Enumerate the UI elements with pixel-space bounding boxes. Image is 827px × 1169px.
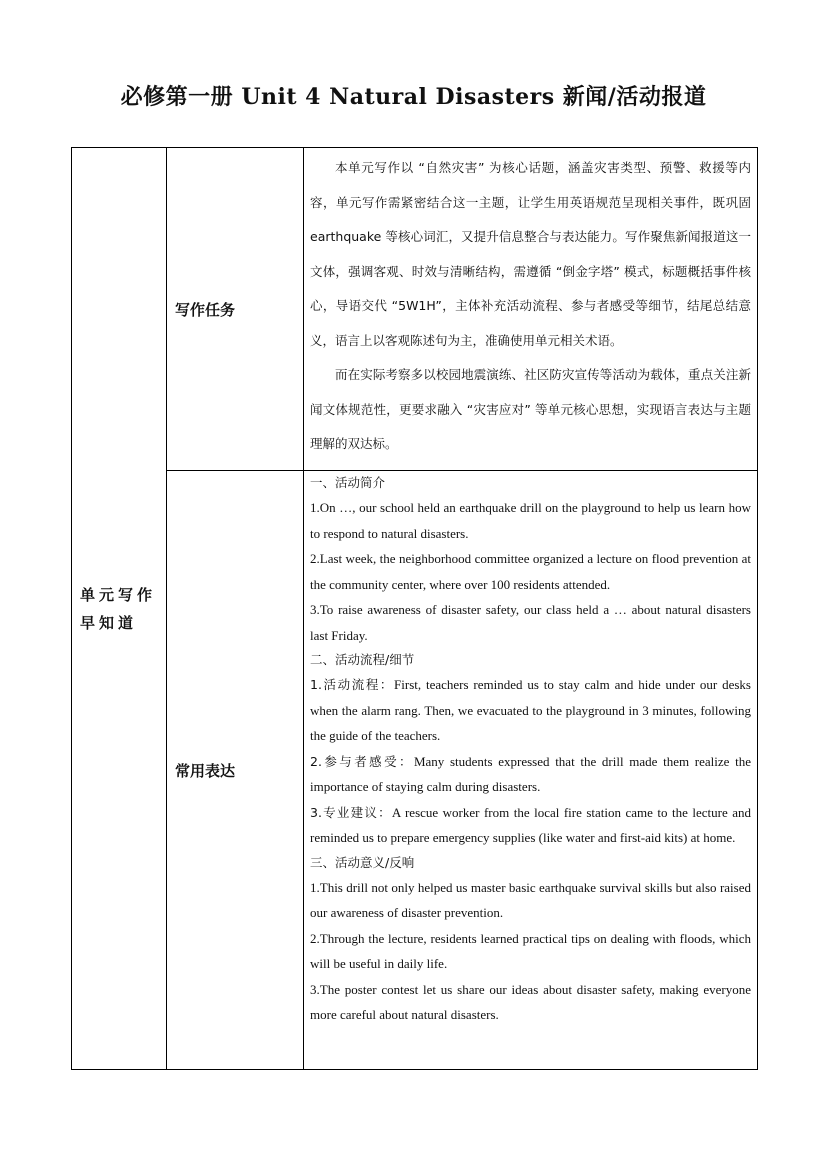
item-text: Many students expressed that the drill made them realize the importance of staying calm during disasters. bbox=[310, 753, 751, 794]
expression-item bbox=[310, 800, 751, 851]
expression-item: 2.Last week, the neighborhood committee organized a lecture on flood prevention at the community center, where over 100 residents attended. bbox=[310, 551, 751, 592]
expressions-label: 常用表达 bbox=[167, 471, 304, 1070]
task-row bbox=[72, 148, 758, 471]
task-paragraph: 本单元写作以 “自然灾害” 为核心话题，涵盖灾害类型、预警、救援等内容，单元写作需紧密结合这一主题，让学生用英语规范呈现相关事件，既巩固 earthquake 等核心词汇，又提升信息整合与表达能力。写作聚焦新闻报道这一文体，强调客观、时效与清晰结构，需遵循 “倒金字塔” 模式，标题概括事件核心，导语交代 “5W1H”，主体补充活动流程、参与者感受等细节，结尾总结意义，语言上以客观陈述句为主，准确使用单元相关术语。 bbox=[310, 160, 751, 348]
item-lead: 3.专业建议： bbox=[310, 804, 392, 820]
expression-item: 1.This drill not only helped us master basic earthquake survival skills but also raised our awareness of disaster prevention. bbox=[310, 879, 751, 920]
expressions-row bbox=[72, 471, 758, 1070]
expression-item: 3.The poster contest let us share our ideas about disaster safety, making everyone more careful about natural disasters. bbox=[310, 981, 751, 1022]
item-text: First, teachers reminded us to stay calm and hide under our desks when the alarm rang. Then, we evacuated to the playground in 3 minutes, following the guide of the teachers. bbox=[310, 677, 751, 743]
expression-item: 1.On …, our school held an earthquake drill on the playground to help us learn how to respond to natural disasters. bbox=[310, 500, 751, 541]
section-heading: 二、活动流程/细节 bbox=[310, 652, 415, 667]
task-content bbox=[304, 148, 758, 471]
item-text: A rescue worker from the local fire station came to the lecture and reminded us to prepare emergency supplies (like water and first-aid kits) at home. bbox=[310, 804, 751, 845]
section-label: 单元写作早知道 bbox=[72, 148, 167, 1070]
item-lead: 1.活动流程： bbox=[310, 677, 395, 692]
task-paragraph: 而在实际考察多以校园地震演练、社区防灾宣传等活动为载体，重点关注新闻文体规范性，更要求融入 “灾害应对” 等单元核心思想，实现语言表达与主题理解的双达标。 bbox=[310, 367, 751, 451]
item-lead: 2.参与者感受： bbox=[310, 753, 414, 769]
expression-item: 2.Through the lecture, residents learned practical tips on dealing with floods, which will be useful in daily life. bbox=[310, 930, 751, 971]
section-heading: 一、活动简介 bbox=[310, 475, 386, 490]
expressions-content bbox=[304, 471, 758, 1070]
writing-guide-table bbox=[71, 147, 758, 1070]
expression-item bbox=[310, 672, 751, 749]
page-title: 必修第一册 Unit 4 Natural Disasters 新闻/活动报道 bbox=[120, 84, 707, 110]
section-heading: 三、活动意义/反响 bbox=[310, 854, 415, 870]
expression-item bbox=[310, 749, 751, 800]
expression-item: 3.To raise awareness of disaster safety, our class held a … about natural disasters last Friday. bbox=[310, 602, 751, 643]
task-label: 写作任务 bbox=[167, 148, 304, 471]
